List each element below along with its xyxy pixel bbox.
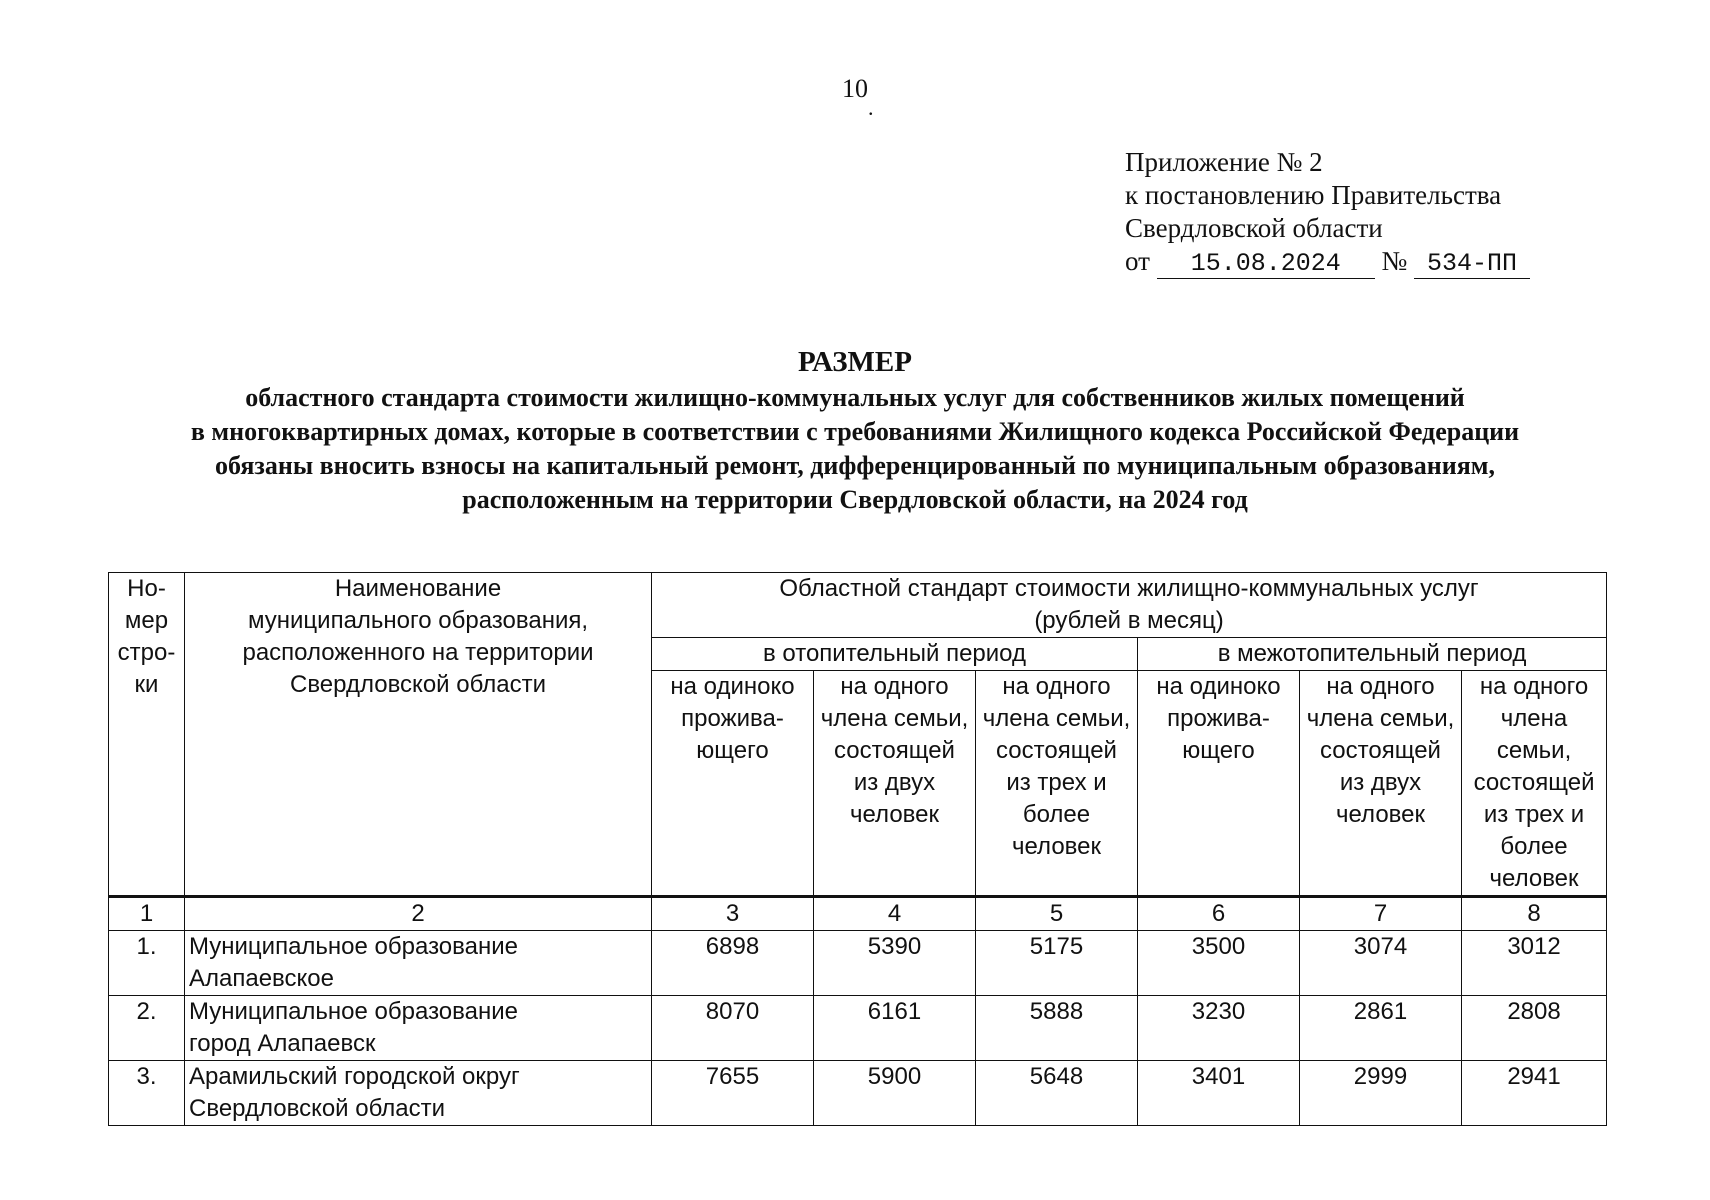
value-cell: 2999	[1300, 1061, 1462, 1126]
column-number: 1	[109, 897, 185, 931]
appendix-line-2: к постановлению Правительства	[1125, 180, 1502, 210]
resolution-date: 15.08.2024	[1157, 250, 1375, 279]
value-cell: 8070	[652, 996, 814, 1061]
value-cell: 3500	[1138, 931, 1300, 996]
appendix-line-1: Приложение № 2	[1125, 147, 1323, 177]
header-row-number: Но- мер стро- ки	[109, 573, 185, 897]
row-number: 1.	[109, 931, 185, 996]
column-number: 7	[1300, 897, 1462, 931]
table-row	[109, 996, 1607, 1061]
header-non-heating-two: на одного члена семьи, состоящей из двух человек	[1300, 671, 1462, 897]
standards-table	[108, 572, 1607, 1126]
header-non-heating-three-plus: на одного члена семьи, состоящей из трех и более человек	[1462, 671, 1607, 897]
table-row	[109, 931, 1607, 996]
column-number: 8	[1462, 897, 1607, 931]
header-heating-two: на одного члена семьи, состоящей из двух человек	[814, 671, 976, 897]
value-cell: 6898	[652, 931, 814, 996]
header-heating-single: на одиноко прожива- ющего	[652, 671, 814, 897]
row-number: 2.	[109, 996, 185, 1061]
column-number: 6	[1138, 897, 1300, 931]
title-line-3: обязаны вносить взносы на капитальный ремонт, дифференцированный по муниципальным образованиям,	[214, 451, 1495, 480]
municipality-name: Муниципальное образование город Алапаевск	[185, 996, 652, 1061]
value-cell: 5648	[976, 1061, 1138, 1126]
title-main: РАЗМЕР	[798, 346, 912, 378]
from-label: от	[1125, 246, 1150, 276]
document-title	[0, 343, 1710, 517]
header-non-heating-single: на одиноко прожива- ющего	[1138, 671, 1300, 897]
column-number-row	[109, 897, 1607, 931]
appendix-line-3: Свердловской области	[1125, 213, 1383, 243]
municipality-name: Муниципальное образование Алапаевское	[185, 931, 652, 996]
column-number: 5	[976, 897, 1138, 931]
table-row	[109, 1061, 1607, 1126]
page-mark: .	[868, 95, 874, 120]
title-line-4: расположенным на территории Свердловской области, на 2024 год	[462, 485, 1248, 514]
title-line-1: областного стандарта стоимости жилищно-коммунальных услуг для собственников жилых помещений	[245, 383, 1465, 412]
header-row-1	[109, 573, 1607, 638]
header-municipality-name: Наименование муниципального образования, расположенного на территории Свердловской области	[185, 573, 652, 897]
number-label: №	[1381, 246, 1408, 276]
value-cell: 2941	[1462, 1061, 1607, 1126]
municipality-name: Арамильский городской округ Свердловской области	[185, 1061, 652, 1126]
appendix-block	[1125, 146, 1530, 279]
title-line-2: в многоквартирных домах, которые в соответствии с требованиями Жилищного кодекса Российской Федерации	[190, 417, 1520, 446]
appendix-date-line	[1125, 245, 1530, 279]
header-standard: Областной стандарт стоимости жилищно-коммунальных услуг (рублей в месяц)	[652, 573, 1607, 638]
row-number: 3.	[109, 1061, 185, 1126]
value-cell: 2808	[1462, 996, 1607, 1061]
header-heating-period: в отопительный период	[652, 638, 1138, 671]
column-number: 2	[185, 897, 652, 931]
value-cell: 5900	[814, 1061, 976, 1126]
value-cell: 2861	[1300, 996, 1462, 1061]
column-number: 4	[814, 897, 976, 931]
header-non-heating-period: в межотопительный период	[1138, 638, 1607, 671]
value-cell: 6161	[814, 996, 976, 1061]
header-heating-three-plus: на одного члена семьи, состоящей из трех и более человек	[976, 671, 1138, 897]
value-cell: 5390	[814, 931, 976, 996]
value-cell: 7655	[652, 1061, 814, 1126]
page-number: 10	[842, 74, 868, 103]
value-cell: 3012	[1462, 931, 1607, 996]
value-cell: 3401	[1138, 1061, 1300, 1126]
resolution-number: 534-ПП	[1414, 250, 1530, 279]
value-cell: 5175	[976, 931, 1138, 996]
value-cell: 5888	[976, 996, 1138, 1061]
value-cell: 3074	[1300, 931, 1462, 996]
value-cell: 3230	[1138, 996, 1300, 1061]
column-number: 3	[652, 897, 814, 931]
